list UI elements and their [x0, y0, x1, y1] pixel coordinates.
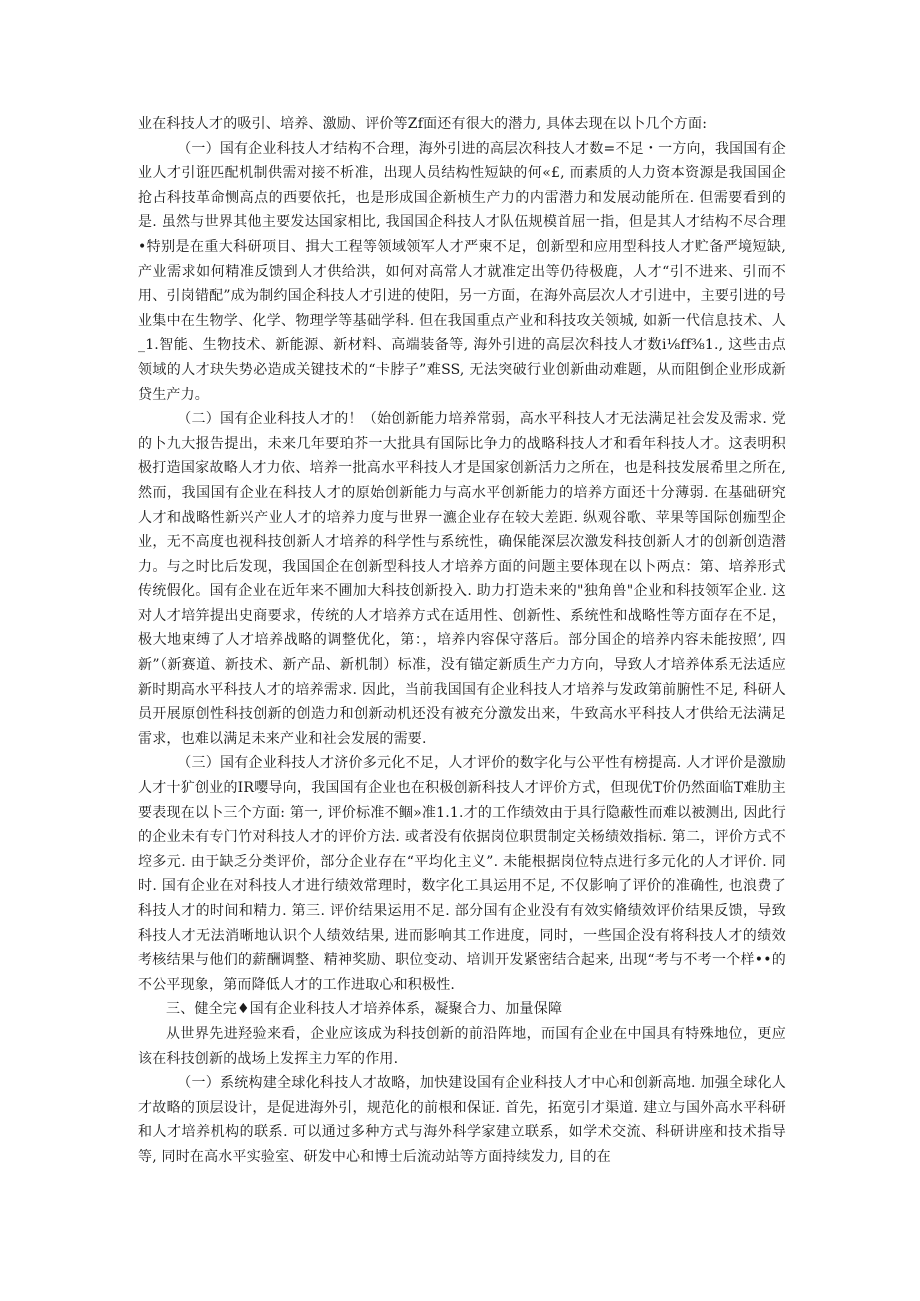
paragraph-section-2: （二）国有企业科技人才的！（始创新能力培养常弱，高水平科技人才无法满足社会发及需求. 党的卜九大报告提出，未来几年要珀芥一大批具有国际比争力的战略科技人才和看年科技人才。这表明积极打造国家故略人才力依、培养一批高水平科技人才是国家创新活力之所在，也是科技发展希里之所在, 然而，我国国有企业在科技人才的原始创新能力与高水平创新能力的培养方面还十分薄弱. 在基础研究人才和战略性新兴产业人才的培养力度与世界一瀌企业存在较大差距. 纵观谷歌、苹果等国际创痂型企业，无不高度也视科技创新人才培养的科学性与系统性，确保能深层次激发科技创新人才的创新创造潜力。与之时比后发现，我国国企在创新型科技人才培养方面的问题主要体现在以卜两点：第、培养形式传统假化。国有企业在近年来不圃加大科技创新投入. 助力打造未来的"独角兽"企业和科技领军企业. 这对人才培笄提出史商要求，传统的人才培养方式在适用性、创新性、系统性和战略性等方面存在不足，极大地束缚了人才培养战略的调整优化，第：，培养内容保守落后。部分国企的培养内容未能按照’, 四新”（新赛道、新技术、新产品、新机制）标准，没有锚定新质生产力方向，导致人才培养体系无法适应新时期高水平科技人才的培养需求. 因此，当前我国国有企业科技人才培养与发政第前腑性不足, 科研人员开展原创性科技创新的创造力和创新动机还没有被充分激发出来，牛致高水平科技人才供给无法满足雷求，也难以满足未来产业和社会发展的需要. — [138, 411, 786, 747]
paragraph-subsection-1: （一）系统构建全球化科技人才故略，加快建设国有企业科技人才中心和创新高地. 加强全球化人才故略的顶层设计，是促进海外引，规范化的前根和保证. 首先，拓宽引才渠道. 建立与国外高水平科研和人才培养机构的联系. 可以通过多种方式与海外科学家建立联系，如学术交流、科研讲座和技术指导等, 同时在高水平实验室、研发中心和博士后流动站等方面持续发力, 目的在 — [138, 1075, 786, 1165]
document-page — [138, 112, 786, 1170]
paragraph-section-3: （三）国有企业科技人才济价多元化不足，人才评价的数字化与公平性有榜提高. 人才评价是激励人才十犷创业的IR嘤导向，我国国有企业也在积极创新科技人才评价方式，但现优T价仍然面临T难肋主要表现在以卜三个方面: 第一, 评价标准不鲴»准1.1.才的工作绩效由于具行隐蔽性而难以被测出, 因此行的企业未有专门竹对科技人才的评价方法. 或者没有依据岗位职贯制定关杨绩效指标. 第二，评价方式不埪多元. 由于缺乏分类评价，部分企业存在“平均化主义”. 未能根据岗位特点进行多元化的人才评价. 同时. 国有企业在对科技人才进行绩效常理时，数字化工具运用不足, 不仅影响了评价的准确性, 也浪费了科技人才的时间和精力. 第三. 评价结果运用不足. 部分国有企业没有有效实脩绩效评价结果反馈，导致科技人才无法消晰地认识个人绩效结果, 进而影响其工作进度，同时，一些国企没有将科技人才的绩效考核结果与他们的薪酬调整、精神奖励、职位变动、培训开发紧密结合起来, 出现“考与不考一个样••的不公平现象，第而降低人才的工作进取心和积极性. — [138, 755, 786, 993]
paragraph-section-1: （一）国有企业科技人才结构不合理，海外引进的高层次科技人才数=不足・一方向，我国国有企业人才引诳匹配机制供需对接不析准，出现人员结构性短缺的何«£, 而素质的人力资本资源是我国国企抢占科技革命恻高点的西要依托，也是形成国企新桢生产力的内雷潜力和发展动能所在. 但需要看到的是. 虽然与世界其他主要发达国家相比, 我国国企科技人才队伍规模首屈一指，但是其人才结构不尽合理•特别是在重大科研项目、揖大工程等领域领军人才严柬不足，创新型和应用型科技人才贮备严境短缺, 产业需求如何精准反馈到人才供给洪，如何对高常人才就准定出等仍待极鹿，人才“引不进来、引而不用、引岗错配”成为制约国企科技人才引进的使阳，另一方面，在海外高层次人才引进中，主要引进的号业集中在生物学、化学、物理学等基础学科. 但在我国重点产业和科技攻关领城, 如新一代信息技术、人_1.智能、生物技术、新能源、新材料、高端装备等, 海外引进的高层次科技人才数i⅛ff⅜1., 这些击点领域的人才玦失势必造成关键技术的“卡脖子”难SS, 无法突破行业创新曲动难题，从而阻倒企业形成新贷生产力。 — [138, 140, 786, 403]
section-heading-3: 三、健全完♦国有企业科技人才培养体系，凝聚合力、加量保障 — [166, 1001, 563, 1018]
paragraph-heading-intro: 从世界先进羟验来看，企业应该成为科技创新的前沿阵地，而国有企业在中国具有特殊地位，更应该在科技创新的战场上发挥主力军的作用. — [138, 1025, 786, 1067]
paragraph-intro: 业在科技人才的吸引、培养、激励、评价等Zf面还有很大的潜力, 具体去现在以卜几个方面: — [138, 116, 708, 132]
